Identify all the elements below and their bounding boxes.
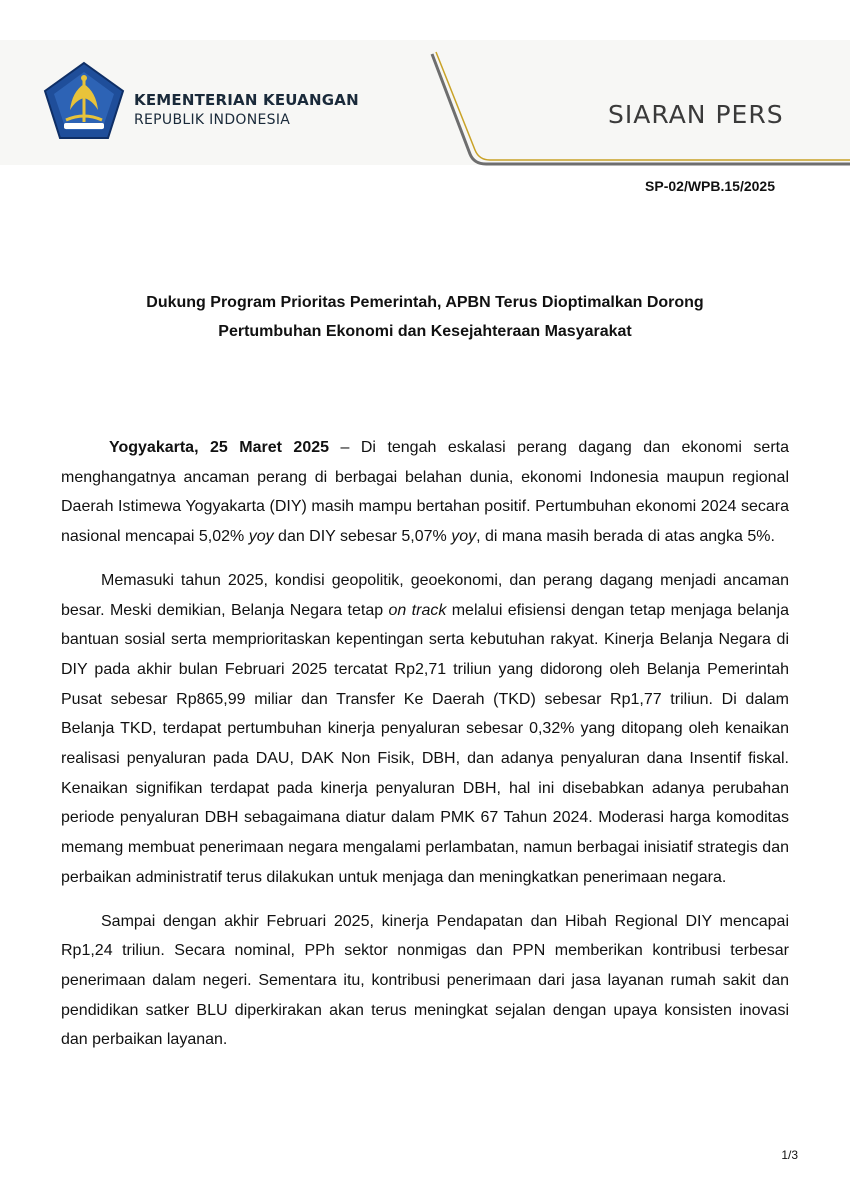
paragraph-2-text-a: Memasuki tahun 2025, kondisi geopolitik, geoekonomi, dan perang dagang menjadi ancaman besar. Meski demikian, Belanja Negara tetap xyxy=(61,571,789,619)
paragraph-1-text-b: dan DIY sebesar 5,07% xyxy=(273,528,452,546)
title-line2: Pertumbuhan Ekonomi dan Kesejahteraan Masyarakat xyxy=(218,323,632,340)
org-name-line2: REPUBLIK INDONESIA xyxy=(134,112,291,128)
letterhead xyxy=(0,40,850,170)
document-type: SIARAN PERS xyxy=(608,100,784,129)
document-number: SP-02/WPB.15/2025 xyxy=(645,178,775,194)
on-track-term: on track xyxy=(388,601,447,619)
paragraph-1 xyxy=(61,433,789,552)
ministry-emblem-logo xyxy=(42,60,126,144)
org-name-line1: KEMENTERIAN KEUANGAN xyxy=(134,91,359,109)
paragraph-2 xyxy=(61,566,789,893)
press-release-body xyxy=(61,433,789,1069)
paragraph-2-text-b: melalui efisiensi dengan tetap menjaga belanja bantuan sosial serta memprioritaskan kepentingan serta kebutuhan rakyat. Kinerja Belanja Negara di DIY pada akhir bulan Februari 2025 tercatat Rp2,71 triliun yang didorong oleh Belanja Pemerintah Pusat sebesar Rp865,99 miliar dan Transfer Ke Daerah (TKD) sebesar Rp1,77 triliun. Di dalam Belanja TKD, terdapat pertumbuhan kinerja penyaluran sebesar 0,32% yang ditopang oleh kenaikan realisasi penyaluran pada DAU, DAK Non Fisik, DBH, dan adanya penyaluran dana Insentif fiskal. Kenaikan signifikan terdapat pada kinerja penyaluran DBH, hal ini disebabkan adanya perubahan periode penyaluran DBH sebagaimana diatur dalam PMK 67 Tahun 2024. Moderasi harga komoditas memang membuat penerimaan negara mengalami perlambatan, namun berbagai inisiatif strategis dan perbaikan administratif terus dilakukan untuk menjaga dan meningkatkan penerimaan negara. xyxy=(61,601,789,886)
organization-name xyxy=(134,90,359,130)
paragraph-3-text: Sampai dengan akhir Februari 2025, kinerja Pendapatan dan Hibah Regional DIY mencapai Rp1,24 triliun. Secara nominal, PPh sektor nonmigas dan PPN memberikan kontribusi terbesar penerimaan dalam negeri. Sementara itu, kontribusi penerimaan dari jasa layanan rumah sakit dan pendidikan satker BLU diperkirakan akan terus meningkat sejalan dengan upaya konsisten inovasi dan perbaikan layanan. xyxy=(61,912,789,1049)
paragraph-3 xyxy=(61,907,789,1056)
paragraph-1-text-c: , di mana masih berada di atas angka 5%. xyxy=(476,528,775,546)
yoy-term: yoy xyxy=(248,528,274,546)
paragraph-1-text-a: – Di tengah eskalasi perang dagang dan ekonomi serta menghangatnya ancaman perang di berbagai belahan dunia, ekonomi Indonesia maupun regional Daerah Istimewa Yogyakarta (DIY) masih mampu bertahan positif. Pertumbuhan ekonomi 2024 secara nasional mencapai 5,02% xyxy=(61,439,789,546)
yoy-term: yoy xyxy=(451,528,477,546)
dateline: Yogyakarta, 25 Maret 2025 xyxy=(109,439,330,456)
title-line1: Dukung Program Prioritas Pemerintah, APBN Terus Dioptimalkan Dorong xyxy=(146,294,704,311)
page-number: 1/3 xyxy=(781,1148,798,1162)
press-release-title xyxy=(60,288,790,346)
